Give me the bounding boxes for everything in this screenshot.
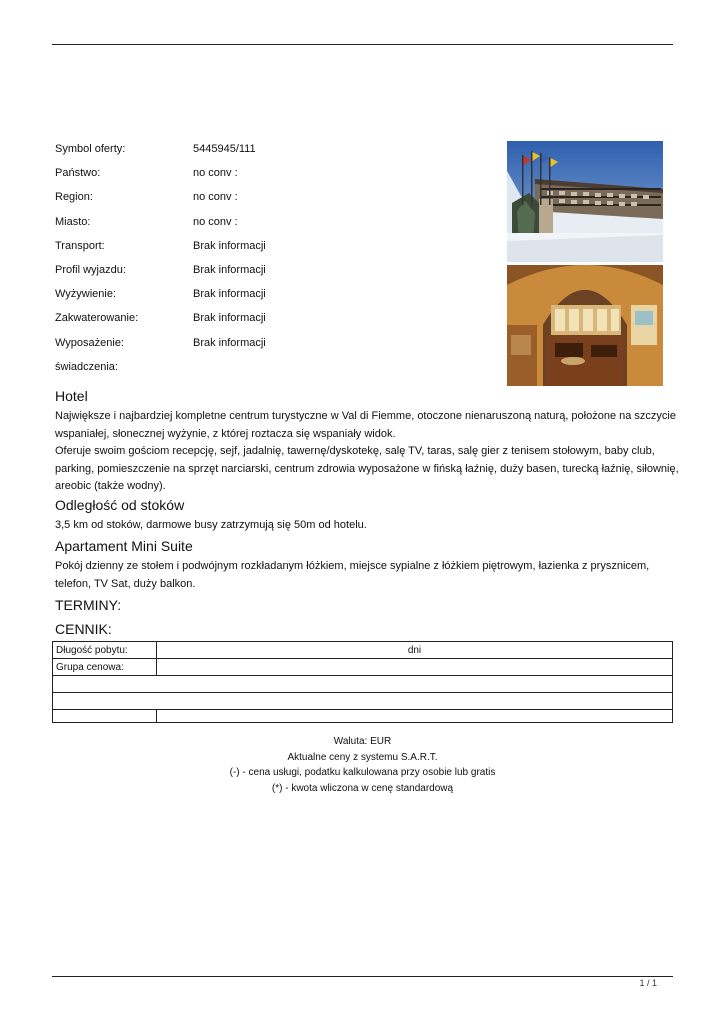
offer-value: no conv : (193, 167, 238, 180)
offer-row-region (55, 190, 475, 214)
offer-key: Profil wyjazdu: (55, 263, 126, 276)
offer-row-accommodation (55, 311, 475, 335)
empty-cell (157, 710, 673, 723)
apartment-heading: Apartament Mini Suite (55, 538, 193, 554)
distance-section (55, 496, 680, 535)
offer-row-symbol (55, 142, 475, 166)
hotel-section (55, 387, 680, 496)
apartment-text: Pokój dzienny ze stołem i podwójnym rozkładanym łóżkiem, miejsce sypialne z łóżkiem piętrowym, łazienka z prysznicem, telefon, TV Sat, duży balkon. (55, 560, 650, 590)
footnotes (0, 734, 725, 796)
offer-value: Brak informacji (193, 239, 266, 252)
offer-row-board (55, 287, 475, 311)
offer-row-transport (55, 239, 475, 263)
table-row (53, 710, 673, 723)
table-row (53, 676, 673, 693)
offer-row-equipment (55, 336, 475, 360)
hotel-exterior-winter-photo (507, 141, 663, 262)
offer-key: świadczenia: (55, 360, 118, 373)
offer-key: Wyżywienie: (55, 288, 117, 301)
offer-key: Zakwaterowanie: (55, 312, 139, 325)
offer-row-profile (55, 263, 475, 287)
offer-key: Państwo: (55, 167, 101, 180)
offer-row-city (55, 215, 475, 239)
dash-note: (-) - cena usługi, podatku kalkulowana przy osobie lub gratis (229, 767, 496, 778)
distance-text: 3,5 km od stoków, darmowe busy zatrzymują się 50m od hotelu. (55, 519, 367, 531)
offer-key: Miasto: (55, 215, 91, 228)
empty-cell (53, 710, 157, 723)
footer-rule (52, 976, 673, 977)
offer-value: Brak informacji (193, 288, 266, 301)
prices-heading: CENNIK: (55, 621, 112, 637)
offer-row-country (55, 166, 475, 190)
offer-key: Symbol oferty: (55, 143, 126, 155)
offer-value: Brak informacji (193, 312, 266, 325)
distance-heading: Odległość od stoków (55, 497, 185, 513)
page-number: 1 / 1 (639, 978, 657, 988)
source-note: Aktualne ceny z systemu S.A.R.T. (287, 751, 438, 763)
hotel-description: Największe i najbardziej kompletne centrum turystyczne w Val di Fiemme, otoczone nienaruszoną naturą, położone na szczycie wspaniałej, słonecznej wyżynie, z której roztacza się wspaniały widok. (55, 410, 676, 440)
offer-key: Wyposażenie: (55, 336, 124, 349)
offer-key: Region: (55, 191, 93, 204)
offer-info-table (55, 142, 475, 384)
offer-value: no conv : (193, 215, 238, 228)
star-note: (*) - kwota wliczona w cenę standardową (271, 782, 454, 794)
empty-cell (53, 676, 673, 693)
hotel-amenities: Oferuje swoim gościom recepcję, sejf, jadalnię, tawernę/dyskotekę, salę TV, taras, salę gier z tenisem stołowym, baby club, parking, pomieszczenie na sprzęt narciarski, centrum zdrowia wyposażone w fińską łaźnię, duży basen, turecką łaźnię, siłownię, areobic (także wodny). (55, 445, 679, 492)
terms-heading: TERMINY: (55, 597, 122, 613)
table-row (53, 659, 673, 676)
days-label: dni (157, 642, 673, 659)
price-table (52, 641, 673, 723)
offer-value: 5445945/111 (193, 143, 256, 155)
table-row (53, 642, 673, 659)
offer-value: no conv : (193, 191, 238, 204)
offer-value: Brak informacji (193, 336, 266, 349)
price-group-cell (157, 659, 673, 676)
apartment-section (55, 537, 680, 593)
hotel-lobby-interior-photo (507, 265, 663, 386)
table-row (53, 693, 673, 710)
stay-length-label: Długość pobytu: (53, 642, 157, 659)
header-rule (52, 44, 673, 45)
currency-note: Waluta: EUR (333, 736, 392, 747)
price-group-label: Grupa cenowa: (53, 659, 157, 676)
offer-value: Brak informacji (193, 263, 266, 276)
empty-cell (53, 693, 673, 710)
offer-key: Transport: (55, 239, 105, 252)
offer-row-services (55, 360, 475, 384)
hotel-heading: Hotel (55, 388, 88, 404)
